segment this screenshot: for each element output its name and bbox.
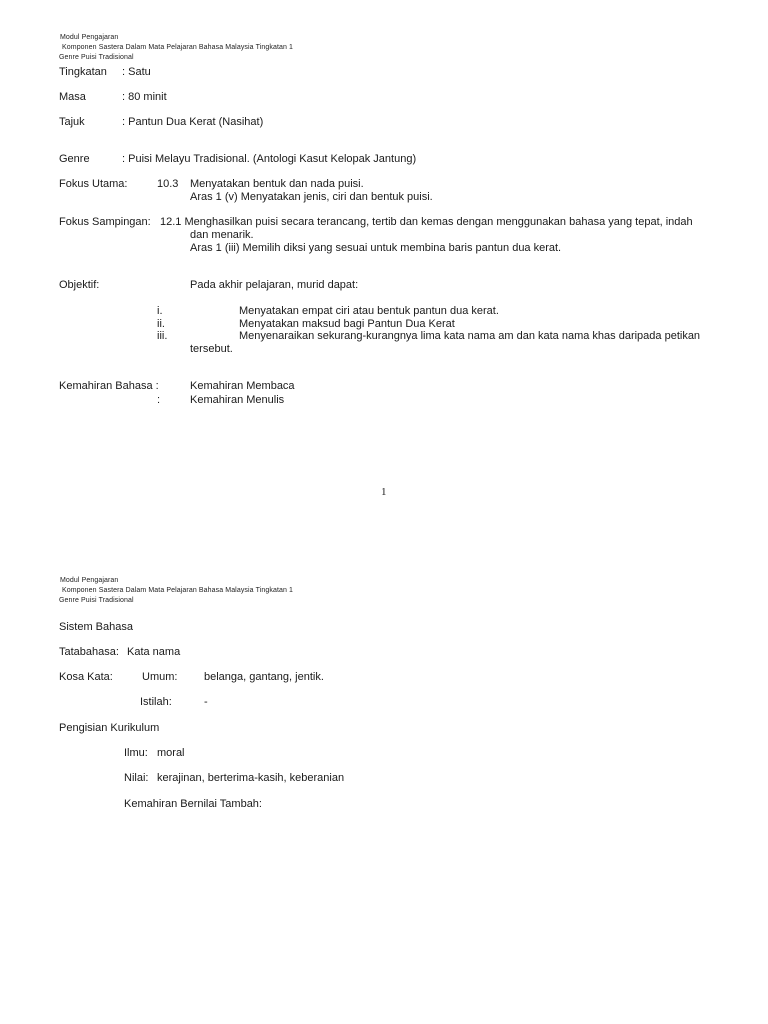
- objektif-item-num: i.: [157, 305, 163, 317]
- header-line-1: Modul Pengajaran: [60, 34, 119, 41]
- objektif-item-num: ii.: [157, 318, 165, 330]
- fokus-utama-label: Fokus Utama:: [59, 178, 128, 190]
- nilai-label: Nilai:: [124, 772, 149, 784]
- header-line-3: Genre Puisi Tradisional: [59, 54, 134, 61]
- kemahiran-item: Kemahiran Membaca: [190, 380, 295, 392]
- umum-value: belanga, gantang, jentik.: [204, 671, 324, 683]
- istilah-value: -: [204, 696, 208, 708]
- ilmu-value: moral: [157, 747, 185, 759]
- genre-label: Genre: [59, 153, 90, 165]
- kemahiran-bernilai-tambah: Kemahiran Bernilai Tambah:: [124, 798, 262, 810]
- objektif-item-num: iii.: [157, 330, 168, 342]
- nilai-value: kerajinan, berterima-kasih, keberanian: [157, 772, 345, 784]
- kemahiran-item: Kemahiran Menulis: [190, 394, 285, 406]
- page-number: 1: [381, 486, 387, 498]
- kemahiran-colon: :: [157, 394, 161, 406]
- istilah-label: Istilah:: [140, 696, 172, 708]
- header-line-2: Komponen Sastera Dalam Mata Pelajaran Bahasa Malaysia Tingkatan 1: [62, 44, 294, 51]
- objektif-item-text: Menyenaraikan sekurang-kurangnya lima kata nama am dan kata nama khas daripada petikan: [239, 330, 701, 342]
- objektif-intro: Pada akhir pelajaran, murid dapat:: [190, 279, 359, 291]
- objektif-item-text: Menyatakan empat ciri atau bentuk pantun dua kerat.: [239, 305, 499, 317]
- tajuk-value: : Pantun Dua Kerat (Nasihat): [122, 116, 264, 128]
- tajuk-label: Tajuk: [59, 116, 85, 128]
- tingkatan-value: : Satu: [122, 66, 151, 78]
- sistem-bahasa-heading: Sistem Bahasa: [59, 621, 133, 633]
- fokus-sampingan-text-2: dan menarik.: [190, 229, 254, 241]
- kemahiran-bahasa-label: Kemahiran Bahasa :: [59, 380, 159, 392]
- header-line-1: Modul Pengajaran: [60, 577, 119, 584]
- kosa-kata-label: Kosa Kata:: [59, 671, 113, 683]
- header-line-3: Genre Puisi Tradisional: [59, 597, 134, 604]
- fokus-sampingan-text-1: 12.1 Menghasilkan puisi secara terancang, tertib dan kemas dengan menggunakan bahasa yang tepat, indah: [160, 216, 693, 228]
- tatabahasa-label: Tatabahasa:: [59, 646, 119, 658]
- objektif-label: Objektif:: [59, 279, 100, 291]
- fokus-utama-code: 10.3: [157, 178, 179, 190]
- objektif-continuation: tersebut.: [190, 343, 233, 355]
- ilmu-label: Ilmu:: [124, 747, 148, 759]
- masa-label: Masa: [59, 91, 86, 103]
- fokus-utama-aras: Aras 1 (v) Menyatakan jenis, ciri dan bentuk puisi.: [190, 191, 433, 203]
- header-line-2: Komponen Sastera Dalam Mata Pelajaran Bahasa Malaysia Tingkatan 1: [62, 587, 294, 594]
- fokus-sampingan-label: Fokus Sampingan:: [59, 216, 151, 228]
- tingkatan-label: Tingkatan: [59, 66, 107, 78]
- pengisian-heading: Pengisian Kurikulum: [59, 722, 160, 734]
- fokus-sampingan-aras: Aras 1 (iii) Memilih diksi yang sesuai untuk membina baris pantun dua kerat.: [190, 242, 562, 254]
- masa-value: : 80 minit: [122, 91, 167, 103]
- fokus-utama-text: Menyatakan bentuk dan nada puisi.: [190, 178, 364, 190]
- umum-label: Umum:: [142, 671, 178, 683]
- genre-value: : Puisi Melayu Tradisional. (Antologi Kasut Kelopak Jantung): [122, 153, 417, 165]
- tatabahasa-value: Kata nama: [127, 646, 181, 658]
- objektif-item-text: Menyatakan maksud bagi Pantun Dua Kerat: [239, 318, 455, 330]
